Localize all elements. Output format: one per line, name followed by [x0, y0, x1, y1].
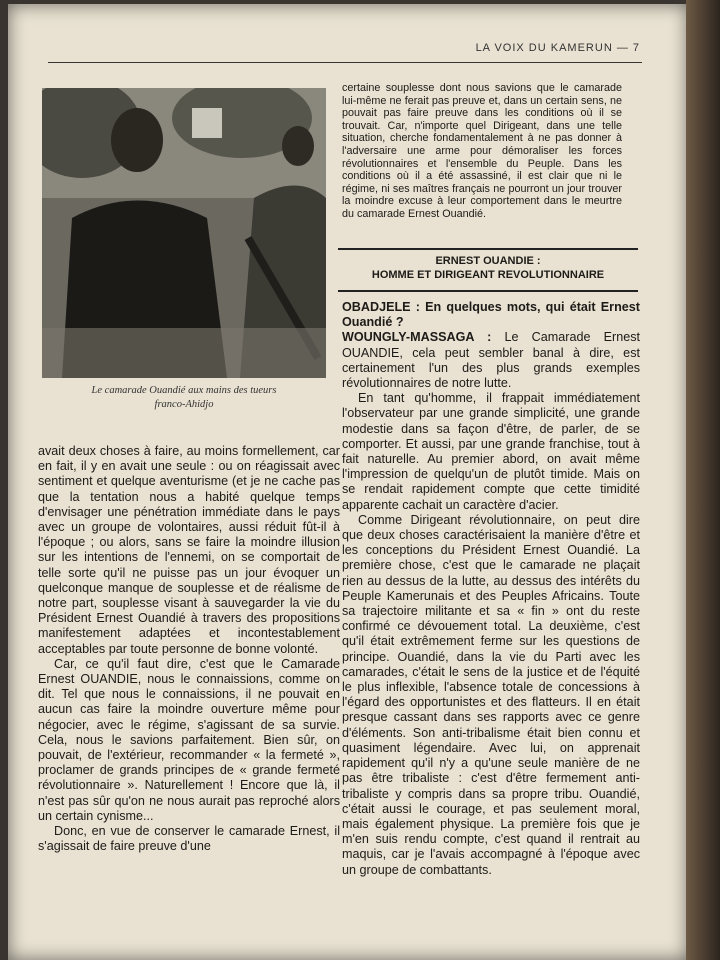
paragraph: Donc, en vue de conserver le camarade Ernest, il s'agissait de faire preuve d'une — [38, 824, 340, 854]
section-rule-top — [338, 248, 638, 250]
question — [342, 300, 640, 330]
table-background — [686, 0, 720, 960]
photo-illustration — [42, 88, 326, 378]
section-title-line: ERNEST OUANDIE : — [435, 255, 541, 267]
interviewer-name: OBADJELE : — [342, 300, 420, 314]
answer — [342, 330, 640, 391]
right-column-top — [342, 82, 622, 221]
left-column — [38, 444, 340, 854]
caption-line: franco-Ahidjo — [154, 399, 214, 410]
interviewee-name: WOUNGLY-MASSAGA : — [342, 330, 492, 345]
magazine-page — [8, 4, 688, 960]
running-header: LA VOIX DU KAMERUN — 7 — [475, 42, 640, 54]
paragraph: Car, ce qu'il faut dire, c'est que le Camarade Ernest OUANDIE, nous le connaissions, comme on dit. Tel que nous le connaissions, il ne pouvait en aucun cas faire la moindre ouverture même pour négocier, avec le régime, s'agissant de sa survie. Cela, nous le savions parfaitement. Bien sûr, on pouvait, de l'extérieur, recommander « la fermeté », proclamer de grands principes de « grande fermeté révolutionnaire ». Naturellement ! Encore que là, il n'est pas sûr qu'on ne nous aurait pas reproché alors un certain cynisme... — [38, 656, 340, 823]
answer-text: Le Camarade Ernest OUANDIE, cela peut sembler banal à dire, est certainement l'un des plus grands exemples révolutionnaires de notre lutte. — [342, 330, 641, 391]
paragraph: certaine souplesse dont nous savions que le camarade lui-même ne ferait pas preuve et, dans un certain sens, ne pouvait pas faire preuve dans les conditions où il se trouvait. Car, n'importe quel Dirigeant, dans une telle situation, cherche fondamentalement à ne pas donner à l'adversaire une arme pour démoraliser les forces révolutionnaires et l'ensemble du Peuple. Dans les conditions où il a été assassiné, il est clair que ni le régime, ni ses maîtres français ne pourront un jour trouver la moindre excuse à leur comportement dans le meurtre du camarade Ernest Ouandié. — [342, 82, 622, 220]
header-rule — [48, 62, 642, 63]
section-title-line: HOMME ET DIRIGEANT REVOLUTIONNAIRE — [371, 269, 605, 281]
photo-caption — [38, 384, 330, 412]
section-title — [338, 254, 638, 282]
caption-line: Le camarade Ouandié aux mains des tueurs — [91, 385, 277, 396]
paragraph: Comme Dirigeant révolutionnaire, on peut dire que deux choses caractérisaient la manière d'être et les conceptions du Président Ernest Ouandié. La première chose, c'est que le camarade ne plaçait rien au dessus de la lutte, au dessus des intérêts du Peuple Kamerunais et des Peuples Africains. Toute sa trajectoire militante et sa « fin » ont du reste confirmé ce dévouement total. La deuxième, c'est qu'il était extrêmement ferme sur les questions de principe. Ouandié, dans la vie du Parti avec les camarades, c'était le sens de la justice et de l'équité le plus inflexible, l'absence totale de concessions à l'égard des opportunistes et des flatteurs. Il en était presque cassant dans ses rapports avec ce genre d'éléments. Son anti-tribalisme était bien connu et quasiment légendaire. Avec lui, on apprenait rapidement qu'il n'y a qu'une seule manière de ne pas être tribaliste : c'est d'être fermement anti-tribaliste y compris dans sa propre tribu. Ouandié, c'était aussi le courage, et pas seulement moral, mais également physique. La première fois que je m'en suis rendu compte, c'est quand il rentrait au maquis, car je l'avais accompagné à l'époque avec un groupe de combattants. — [342, 512, 640, 877]
paragraph: En tant qu'homme, il frappait immédiatement l'observateur par une grande simplicité, une grande modestie dans sa façon d'être, de parler, de se comporter. Et aussi, par une grande franchise, tout à fait naturelle. Au premier abord, on avait même l'impression de quelqu'un de plutôt timide. Mais on se rendait rapidement compte que cette timidité apparente cachait un caractère d'acier. — [342, 391, 640, 512]
question-text: En quelques mots, qui était Ernest Ouandié ? — [342, 300, 640, 330]
right-column-interview — [342, 300, 640, 878]
paragraph: avait deux choses à faire, au moins formellement, car en fait, il y en avait une seule : ou on réagissait avec sentiment et quelque aventurisme (et je ne cache pas que la tentation nous a habité quelque temps d'envisager une pénétration immédiate dans le pays avec un groupe de volontaires, aussi réduit fût-il à l'époque ; ou alors, sans se faire la moindre illusion sur les intentions de l'ennemi, on se comportait de telle sorte qu'il ne puisse pas un jour évoquer un quelconque manque de souplesse et de réalisme de notre part, souplesse visant à sauvegarder la vie du Président Ernest Ouandié à travers des propositions manifestement adaptées et incontestablement acceptables par toute personne de bonne volonté. — [38, 444, 340, 656]
photograph — [42, 88, 326, 378]
section-rule-bottom — [338, 290, 638, 292]
